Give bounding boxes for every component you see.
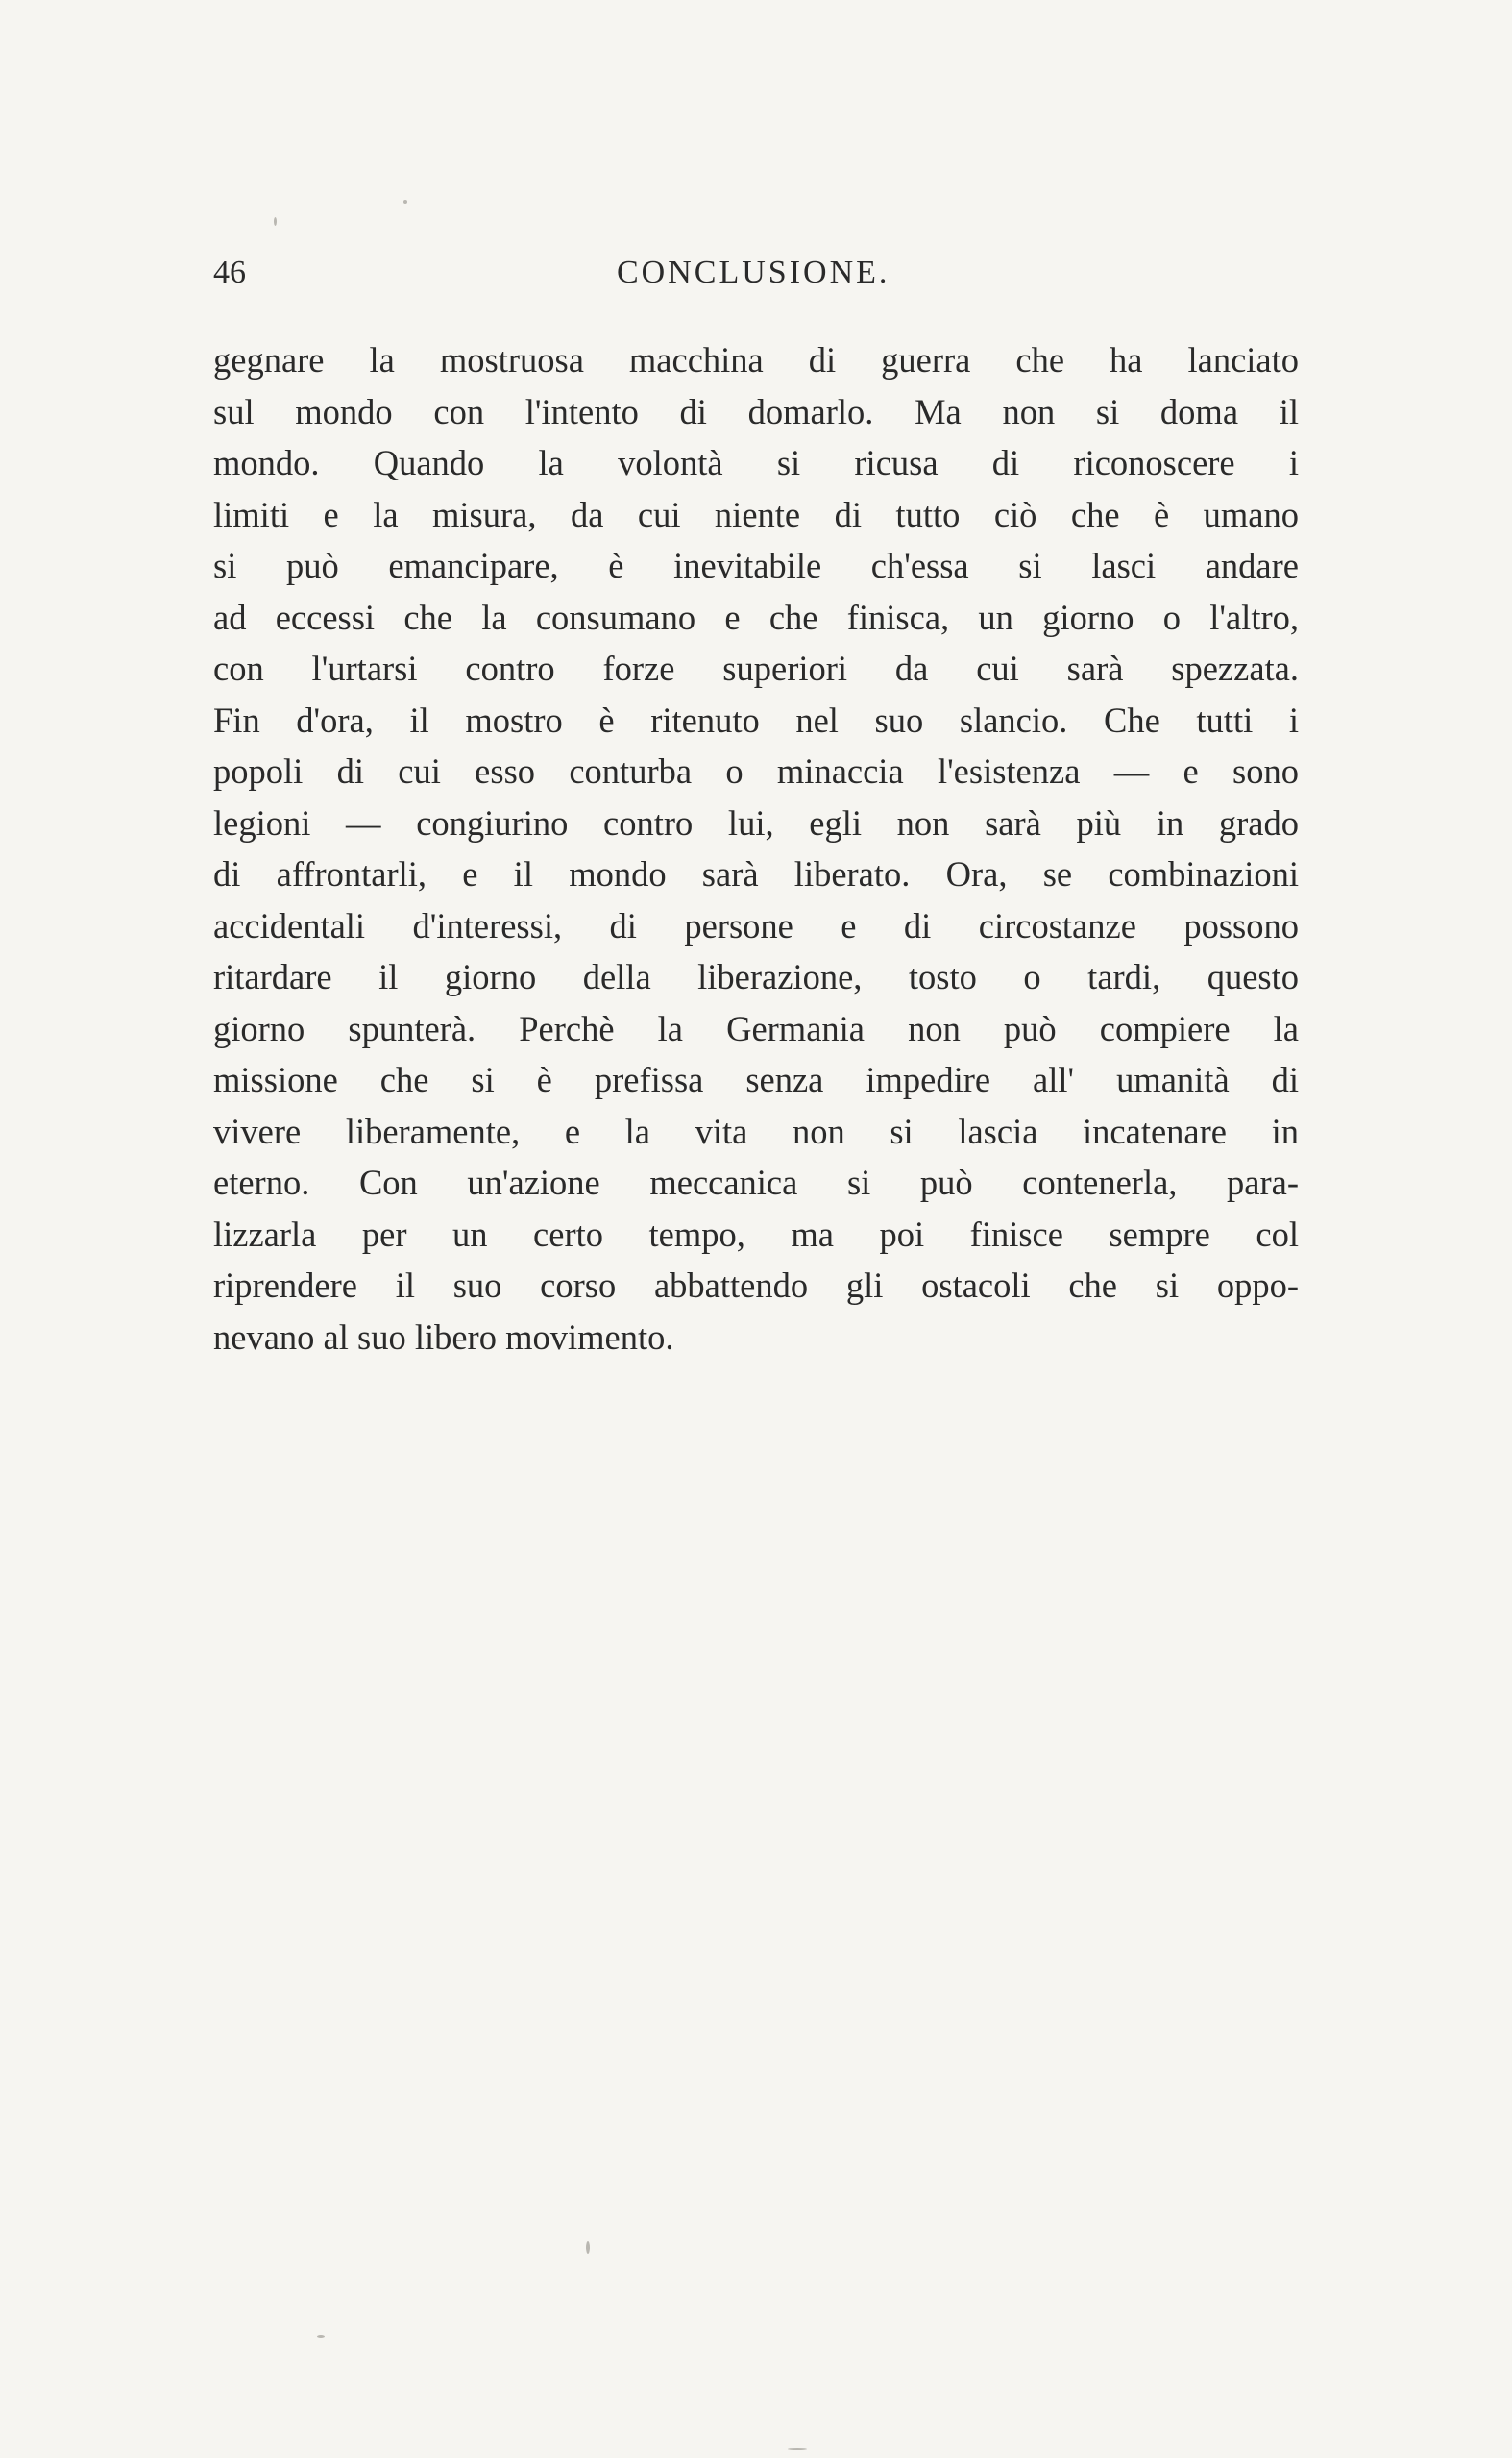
paper-speck: [586, 2241, 590, 2254]
paper-speck: [317, 2335, 325, 2338]
running-head: [213, 255, 1299, 303]
text-line: si può emancipare, è inevitabile ch'essa si lasci andare: [213, 546, 1299, 585]
text-line: ad eccessi che la consumano e che finisca, un giorno o l'altro,: [213, 597, 1299, 637]
text-line: gegnare la mostruosa macchina di guerra che ha lanciato: [213, 340, 1299, 380]
text-line: riprendere il suo corso abbattendo gli ostacoli che si oppo-: [213, 1266, 1299, 1305]
text-line: sul mondo con l'intento di domarlo. Ma non si doma il: [213, 391, 1299, 431]
text-line: lizzarla per un certo tempo, ma poi finisce sempre col: [213, 1214, 1299, 1254]
body-paragraph: [213, 334, 1299, 1363]
text-line: con l'urtarsi contro forze superiori da cui sarà spezzata.: [213, 649, 1299, 688]
text-line: di affrontarli, e il mondo sarà liberato. Ora, se combinazioni: [213, 854, 1299, 894]
paper-speck: [403, 200, 407, 204]
text-line: missione che si è prefissa senza impedire all' umanità di: [213, 1060, 1299, 1099]
paper-speck: [274, 217, 277, 226]
paper-speck: [788, 2448, 807, 2450]
text-line: nevano al suo libero movimento.: [213, 1316, 674, 1357]
text-line: accidentali d'interessi, di persone e di circostanze possono: [213, 905, 1299, 946]
text-line: eterno. Con un'azione meccanica si può contenerla, para-: [213, 1163, 1299, 1202]
text-line: popoli di cui esso conturba o minaccia l'esistenza — e sono: [213, 751, 1299, 791]
text-line: mondo. Quando la volontà si ricusa di riconoscere i: [213, 443, 1299, 482]
text-line: ritardare il giorno della liberazione, tosto o tardi, questo: [213, 957, 1299, 996]
text-line: limiti e la misura, da cui niente di tutto ciò che è umano: [213, 494, 1299, 534]
text-line: vivere liberamente, e la vita non si lascia incatenare in: [213, 1111, 1299, 1151]
section-title: CONCLUSIONE.: [617, 255, 890, 290]
text-line: legioni — congiurino contro lui, egli non sarà più in grado: [213, 802, 1299, 843]
text-line: Fin d'ora, il mostro è ritenuto nel suo slancio. Che tutti i: [213, 700, 1299, 740]
page-number: 46: [213, 255, 246, 290]
text-line: giorno spunterà. Perchè la Germania non può compiere la: [213, 1008, 1299, 1048]
